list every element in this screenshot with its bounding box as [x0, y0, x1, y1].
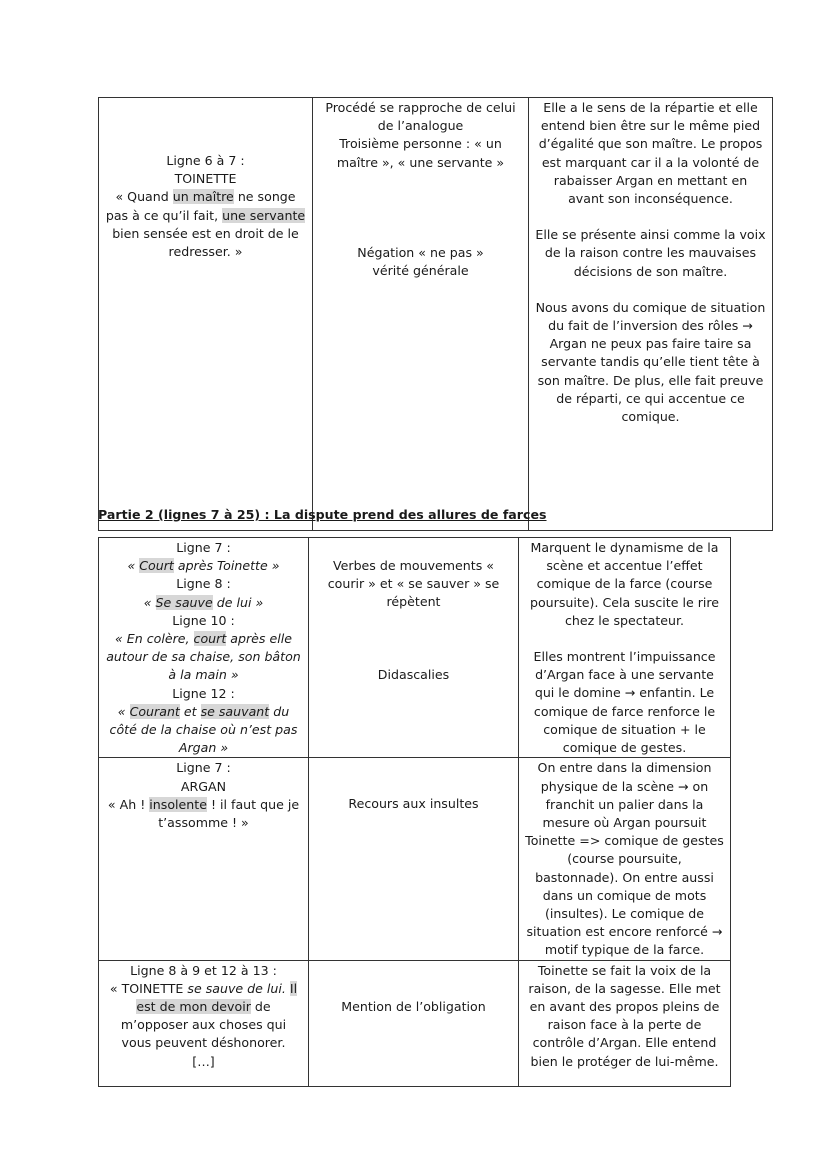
- quote-text: « Ah ! insolente ! il faut que je t’assomme ! »: [107, 796, 300, 831]
- speaker-name: TOINETTE: [174, 171, 237, 187]
- procedure-text: Mention de l’obligation: [341, 998, 486, 1014]
- procedure-cell: [309, 538, 519, 758]
- procedure-cell: [309, 758, 519, 960]
- quote-cell: [99, 960, 309, 1086]
- line-reference: Ligne 10 :: [172, 612, 235, 628]
- interpretation-text: Elle se présente ainsi comme la voix de la raison contre les mauvaises décisions de son maître.: [535, 227, 766, 279]
- interpretation-text: Elle a le sens de la répartie et elle entend bien être sur le même pied d’égalité que son maître. Le propos est marquant car il a la volonté de rabaisser Argan en mettant en avant son inconséquence.: [538, 100, 763, 207]
- table-row: [99, 98, 773, 531]
- interpretation-cell: [519, 758, 731, 960]
- highlighted-text: Se sauve: [155, 594, 213, 610]
- interpretation-text: Marquent le dynamisme de la scène et accentue l’effet comique de la farce (course poursuite). Cela suscite le rire chez le spectateur.: [529, 540, 720, 628]
- quote-text: « En colère, court après elle autour de sa chaise, son bâton à la main »: [106, 631, 301, 683]
- procedure-text: Troisième personne : « un maître », « une servante »: [336, 136, 505, 170]
- line-reference: Ligne 8 :: [176, 576, 231, 592]
- analysis-table-part1: [98, 97, 773, 531]
- interpretation-text: On entre dans la dimension physique de la scène → on franchit un palier dans la mesure où Argan poursuit Toinette => comique de gestes (course poursuite, bastonnade). On entre aussi dans un comique de mots (insultes). Le comique de situation est encore renforcé → motif typique de la farce.: [525, 760, 724, 958]
- procedure-cell: [313, 98, 529, 531]
- highlighted-text: une servante: [222, 207, 306, 223]
- quote-text: « Court après Toinette »: [127, 558, 280, 574]
- quote-text: « Se sauve de lui »: [143, 594, 264, 610]
- procedure-text: Recours aux insultes: [348, 796, 479, 812]
- line-reference: Ligne 8 à 9 et 12 à 13 :: [130, 962, 277, 978]
- procedure-text: vérité générale: [372, 263, 469, 279]
- highlighted-text: Court: [139, 558, 174, 574]
- highlighted-text: court: [193, 631, 227, 647]
- highlighted-text: Courant: [129, 703, 180, 719]
- section-heading: Partie 2 (lignes 7 à 25) : La dispute prend des allures de farces: [98, 507, 547, 522]
- procedure-text: Négation « ne pas »: [357, 244, 484, 260]
- table-row: [99, 758, 731, 960]
- interpretation-text: Nous avons du comique de situation du fait de l’inversion des rôles → Argan ne peux pas faire taire sa servante tandis qu’elle tient tête à son maître. De plus, elle fait preuve de réparti, ce qui accentue ce comique.: [535, 299, 766, 425]
- table-row: [99, 538, 731, 758]
- line-reference: Ligne 12 :: [172, 685, 235, 701]
- quote-text: « Quand un maître ne songe pas à ce qu’il fait, une servante bien sensée est en droit de le redresser. »: [105, 189, 306, 260]
- highlighted-text: un maître: [172, 189, 234, 205]
- highlighted-text: se sauvant: [200, 703, 270, 719]
- quote-text: « TOINETTE se sauve de lui. Il est de mon devoir de m’opposer aux choses qui vous peuvent déshonorer.: [109, 980, 298, 1051]
- interpretation-cell: [529, 98, 773, 531]
- line-reference: Ligne 6 à 7 :: [166, 153, 245, 168]
- interpretation-text: Toinette se fait la voix de la raison, de la sagesse. Elle met en avant des propos pleins de raison face à la perte de contrôle d’Argan. Elle entend bien le protéger de lui-même.: [528, 962, 721, 1069]
- procedure-text: Didascalies: [377, 666, 450, 682]
- line-reference: Ligne 7 :: [176, 760, 231, 776]
- analysis-table-part2: [98, 537, 731, 1087]
- quote-cell: [99, 758, 309, 960]
- table-row: [99, 960, 731, 1086]
- ellipsis: […]: [192, 1053, 215, 1069]
- procedure-text: Procédé se rapproche de celui de l’analogue: [325, 100, 516, 134]
- highlighted-text: Il est de mon devoir: [136, 980, 298, 1015]
- procedure-cell: [309, 960, 519, 1086]
- interpretation-cell: [519, 960, 731, 1086]
- line-reference: Ligne 7 :: [176, 540, 231, 555]
- procedure-text: Verbes de mouvements « courir » et « se sauver » se répètent: [327, 558, 500, 610]
- speaker-name: ARGAN: [180, 778, 227, 794]
- highlighted-text: insolente: [149, 796, 207, 812]
- quote-text: « Courant et se sauvant du côté de la chaise où n’est pas Argan »: [109, 703, 298, 756]
- interpretation-cell: [519, 538, 731, 758]
- quote-cell: [99, 538, 309, 758]
- interpretation-text: Elles montrent l’impuissance d’Argan face à une servante qui le domine → enfantin. Le comique de farce renforce le comique de situation + le comique de gestes.: [533, 649, 716, 756]
- quote-cell: [99, 98, 313, 531]
